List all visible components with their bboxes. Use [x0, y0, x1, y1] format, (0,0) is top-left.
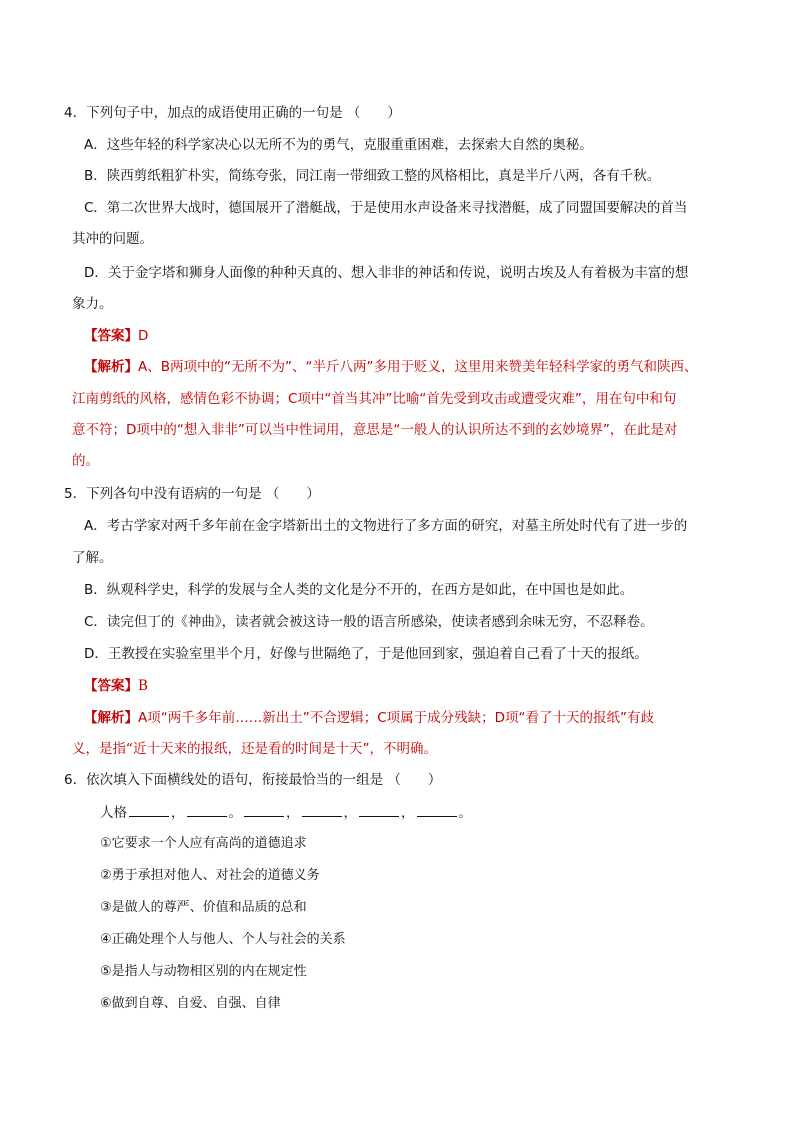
question-5-answer — [84, 676, 148, 696]
blank-2 — [187, 802, 227, 817]
separator: ， — [286, 805, 300, 821]
analysis-text: A项“两千多年前……新出土”不合逻辑；C项属于成分残缺；D项“看了十天的报纸”有歧 — [138, 710, 655, 726]
blank-3 — [244, 802, 284, 817]
separator: ， — [343, 805, 357, 821]
blank-1 — [129, 802, 169, 817]
question-4-analysis-line-4: 的。 — [72, 453, 99, 469]
question-4-option-d-cont: 象力。 — [72, 296, 113, 312]
question-5-option-b: B．纵观科学史，科学的发展与全人类的文化是分不开的，在西方是如此，在中国也是如此。 — [84, 582, 634, 598]
answer-value: D — [138, 328, 149, 344]
analysis-tag: 【解析】 — [84, 710, 138, 726]
separator: 。 — [228, 805, 242, 821]
question-4-stem: 4．下列句子中，加点的成语使用正确的一句是 （ ） — [64, 105, 401, 121]
question-6-item-6: ⑥做到自尊、自爱、自强、自律 — [100, 996, 281, 1011]
separator: 。 — [458, 805, 472, 821]
question-5-option-a: A．考古学家对两千多年前在金字塔新出土的文物进行了多方面的研究，对墓主所处时代有了进一步的 — [84, 518, 688, 534]
question-5-stem: 5．下列各句中没有语病的一句是 （ ） — [64, 486, 320, 502]
question-6-item-5: ⑤是指人与动物相区别的内在规定性 — [100, 964, 307, 979]
question-5-analysis-line-2: 义，是指“近十天来的报纸，还是看的时间是十天”，不明确。 — [72, 741, 437, 757]
question-4-option-a: A．这些年轻的科学家决心以无所不为的勇气，克服重重困难，去探索大自然的奥秘。 — [84, 137, 593, 153]
blank-4 — [302, 802, 342, 817]
question-5-option-a-cont: 了解。 — [72, 550, 113, 566]
question-5-option-d: D．王教授在实验室里半个月，好像与世隔绝了，于是他回到家，强迫着自己看了十天的报纸。 — [84, 646, 648, 662]
question-4-analysis-line-1 — [84, 357, 697, 377]
question-4-answer — [84, 326, 148, 346]
answer-value: B — [138, 678, 148, 694]
question-4-analysis-line-2: 江南剪纸的风格，感情色彩不协调；C项中“首当其冲”比喻“首先受到攻击或遭受灾难”，用在句中和句 — [72, 391, 677, 407]
separator: ， — [171, 805, 185, 821]
answer-tag: 【答案】 — [84, 328, 138, 344]
separator: ， — [401, 805, 415, 821]
question-6-item-1: ①它要求一个人应有高尚的道德追求 — [100, 836, 307, 851]
blank-6 — [417, 802, 457, 817]
answer-tag: 【答案】 — [84, 678, 138, 694]
question-6-item-2: ②勇于承担对他人、对社会的道德义务 — [100, 868, 320, 883]
question-6-stem: 6．依次填入下面横线处的语句，衔接最恰当的一组是 （ ） — [64, 772, 442, 788]
analysis-text: A、B两项中的“无所不为”、“半斤八两”多用于贬义，这里用来赞美年轻科学家的勇气和陕西、 — [138, 359, 698, 375]
question-5-analysis-line-1 — [84, 708, 654, 728]
question-4-option-d: D．关于金字塔和狮身人面像的种种天真的、想入非非的神话和传说，说明古埃及人有着极为丰富的想 — [84, 265, 689, 281]
fill-prefix: 人格 — [100, 805, 127, 821]
question-4-analysis-line-3: 意不符；D项中的“想入非非”可以当中性词用，意思是“一般人的认识所达不到的玄妙境界”，在此是对 — [72, 422, 678, 438]
question-6-item-4: ④正确处理个人与他人、个人与社会的关系 — [100, 932, 346, 947]
blank-5 — [359, 802, 399, 817]
question-6-fill-line — [100, 802, 472, 823]
question-6-item-3: ③是做人的尊严、价值和品质的总和 — [100, 900, 307, 915]
analysis-tag: 【解析】 — [84, 359, 138, 375]
question-4-option-b: B．陕西剪纸粗犷朴实，简练夸张，同江南一带细致工整的风格相比，真是半斤八两，各有千秋。 — [84, 168, 661, 184]
question-4-option-c-cont: 其冲的问题。 — [72, 231, 153, 247]
question-5-option-c: C．读完但丁的《神曲》，读者就会被这诗一般的语言所感染，使读者感到余味无穷，不忍释卷。 — [84, 614, 654, 630]
question-4-option-c: C．第二次世界大战时，德国展开了潜艇战，于是使用水声设备来寻找潜艇，成了同盟国要解决的首当 — [84, 200, 688, 216]
